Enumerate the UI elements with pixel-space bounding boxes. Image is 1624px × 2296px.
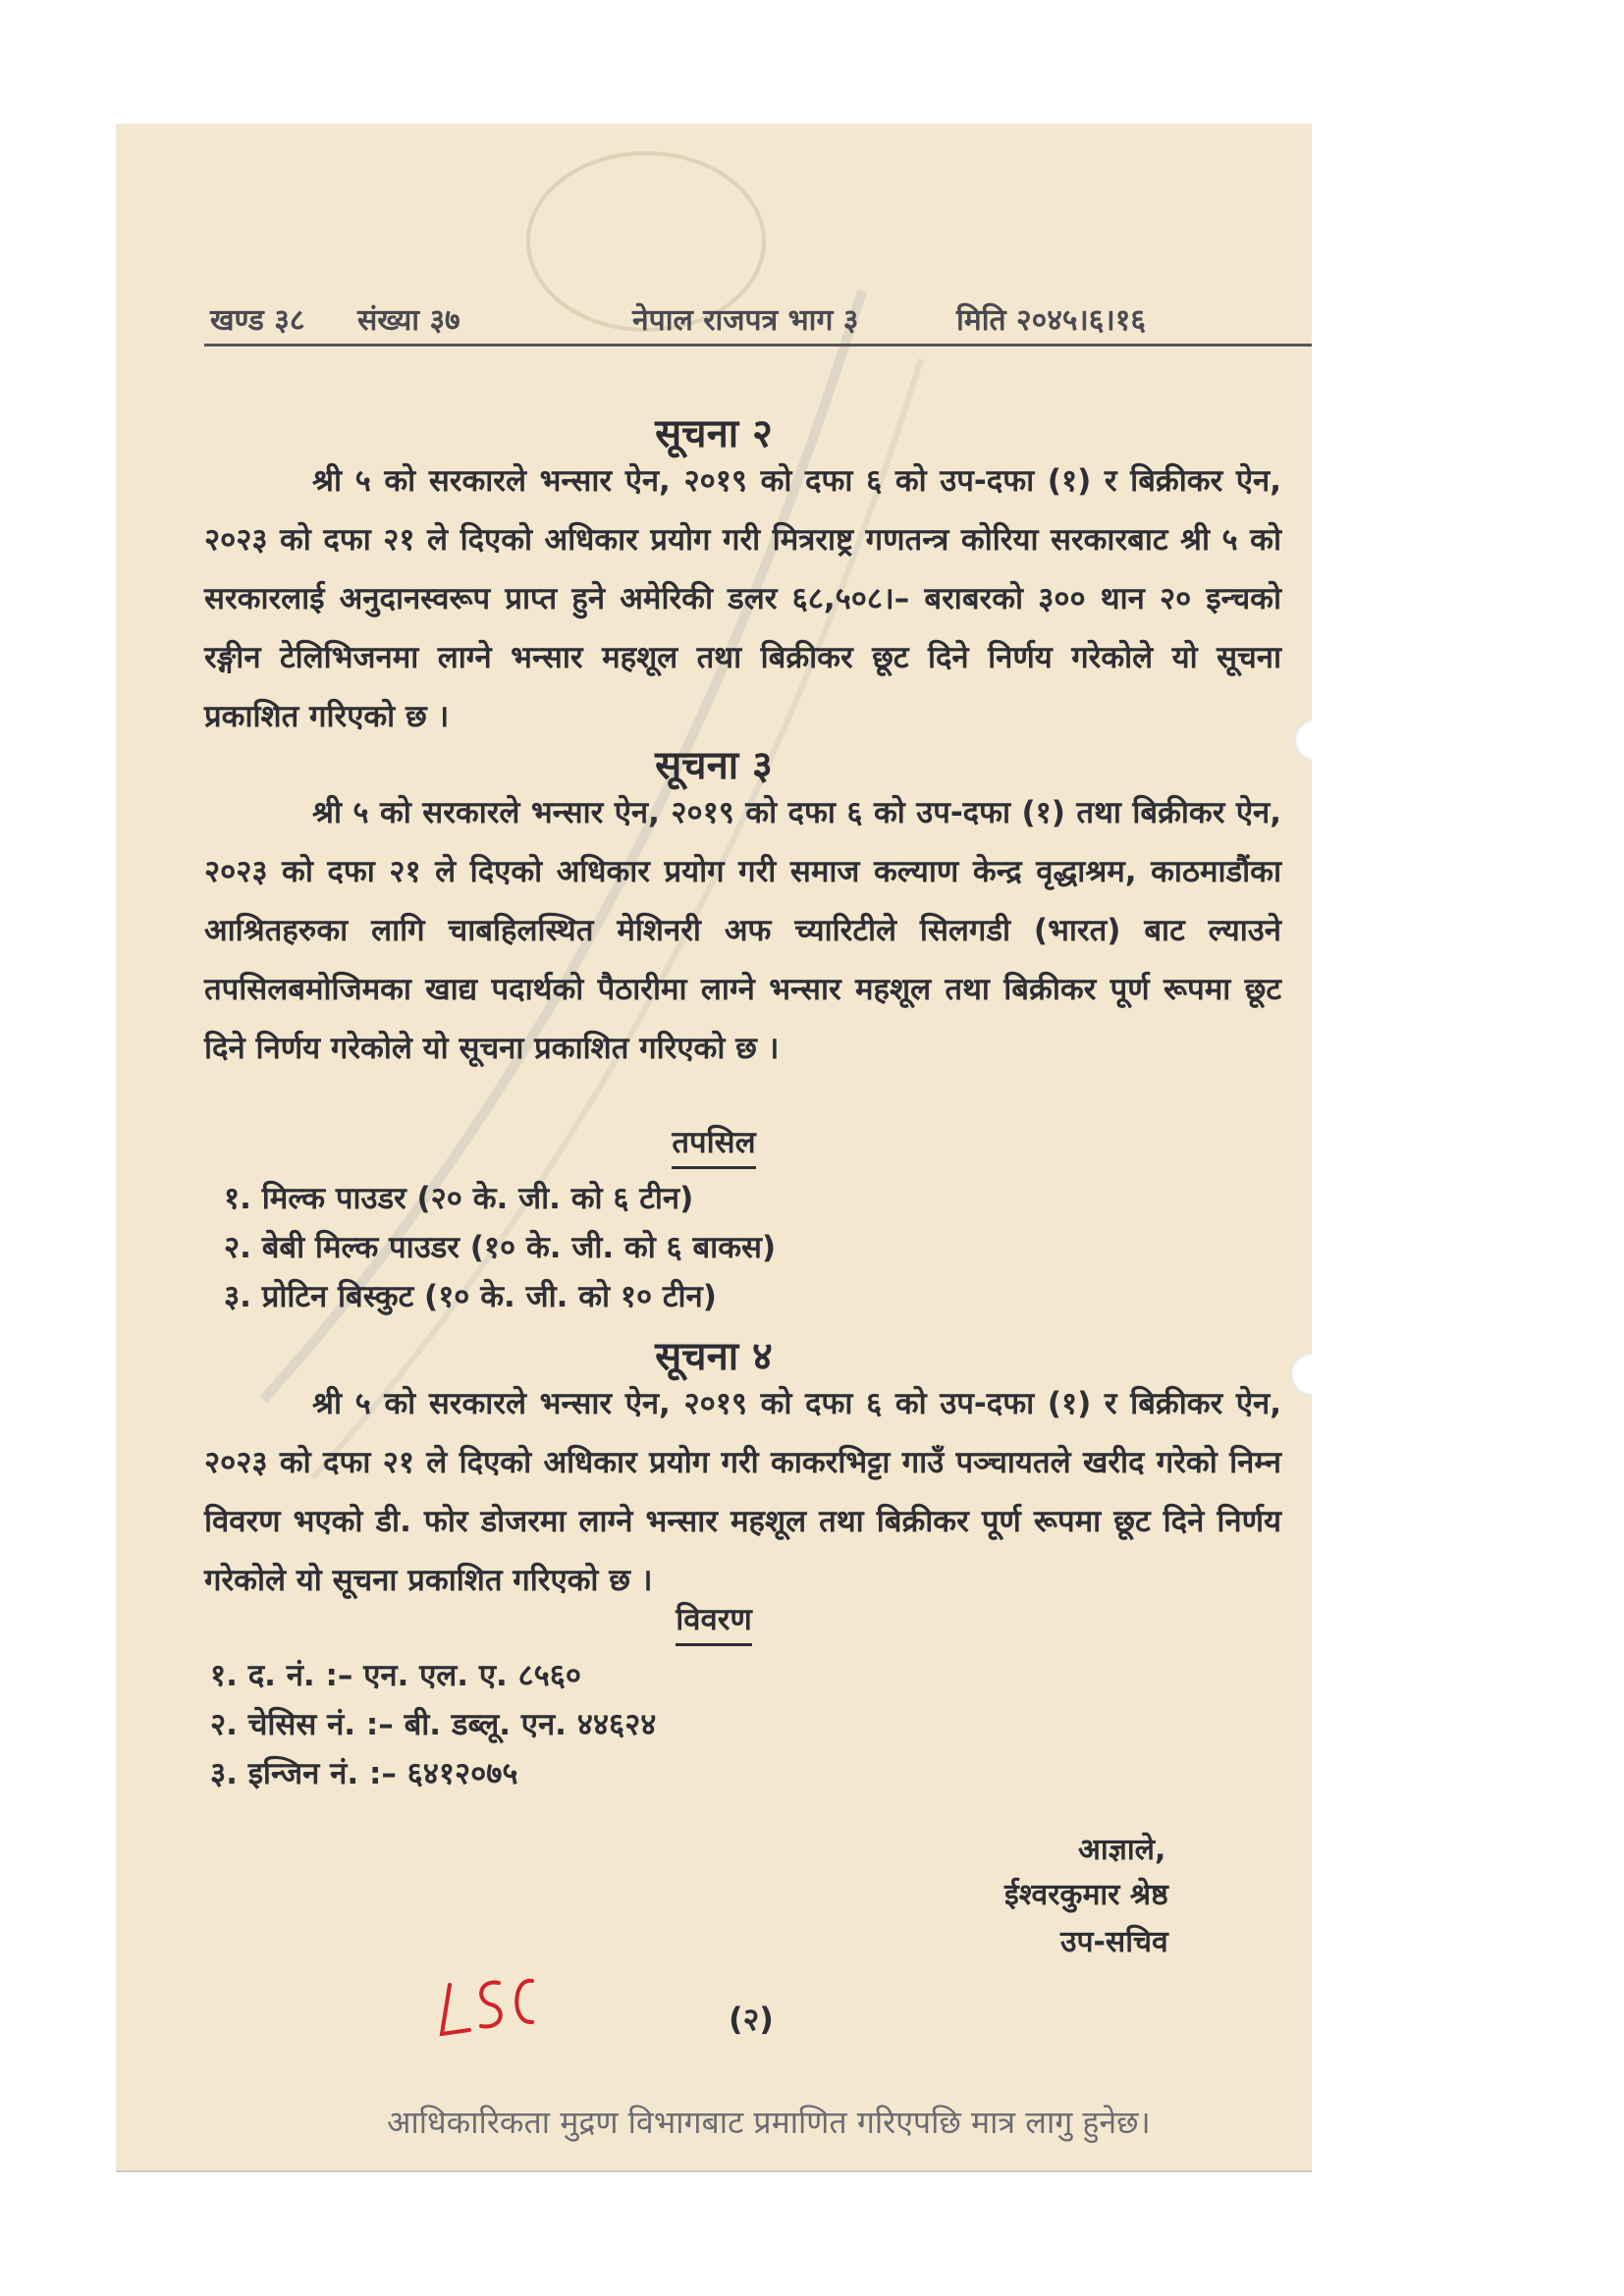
- schedule-heading: [116, 1121, 1312, 1169]
- notice-3-title: सूचना ३: [655, 743, 773, 788]
- schedule-heading-text: तपसिल: [672, 1121, 755, 1169]
- notice-2-body: श्री ५ को सरकारले भन्सार ऐन, २०१९ को दफा ६ को उप-दफा (१) र बिक्रीकर ऐन, २०२३ को दफा २१ ले दिएको अधिकार प्रयोग गरी मित्रराष्ट्र गणतन्त्र कोरिया सरकारबाट श्री ५ को सरकारलाई अनुदानस्वरूप प्राप्त हुने अमेरिकी डलर ६८,५०८।– बराबरको ३०० थान २० इन्चको रङ्गीन टेलिभिजनमा लाग्ने भन्सार महशूल तथा बिक्रीकर छूट दिने निर्णय गरेकोले यो सूचना प्रकाशित गरिएको छ ।: [204, 463, 1281, 734]
- volume-label: खण्ड ३८: [210, 303, 305, 338]
- list-item: ३. इन्जिन नं. :– ६४१२०७५: [210, 1756, 518, 1791]
- gazette-header: [210, 298, 1312, 347]
- footer-note: आधिकारिकता मुद्रण विभागबाट प्रमाणित गरिएपछि मात्र लागु हुनेछ।: [387, 2104, 1151, 2141]
- signature-authority: आज्ञाले,: [1078, 1833, 1166, 1867]
- list-item: १. मिल्क पाउडर (२० के. जी. को ६ टीन): [224, 1181, 694, 1216]
- notice-4-body: श्री ५ को सरकारले भन्सार ऐन, २०१९ को दफा ६ को उप-दफा (१) र बिक्रीकर ऐन, २०२३ को दफा २१ ले दिएको अधिकार प्रयोग गरी काकरभिट्टा गाउँ पञ्चायतले खरीद गरेको निम्न विवरण भएको डी. फोर डोजरमा लाग्ने भन्सार महशूल तथा बिक्रीकर पूर्ण रूपमा छूट दिने निर्णय गरेकोले यो सूचना प्रकाशित गरिएको छ ।: [204, 1386, 1281, 1598]
- notice-2-title: सूचना २: [655, 411, 773, 456]
- notice-4-title: सूचना ४: [655, 1334, 773, 1379]
- list-item: २. बेबी मिल्क पाउडर (१० के. जी. को ६ बाकस): [224, 1230, 777, 1265]
- handwritten-mark: [430, 1965, 538, 2044]
- list-item: ३. प्रोटिन बिस्कुट (१० के. जी. को १० टीन): [224, 1279, 717, 1314]
- schedule-list: [224, 1174, 776, 1321]
- list-item: २. चेसिस नं. :– बी. डब्लू. एन. ४४६२४: [210, 1707, 657, 1742]
- footer-divider: [116, 2170, 1312, 2172]
- header-divider: [204, 344, 1312, 347]
- gazette-title: नेपाल राजपत्र भाग ३: [632, 303, 859, 338]
- details-heading-text: विवरण: [676, 1598, 752, 1646]
- signatory-title: उप-सचिव: [1060, 1925, 1168, 1959]
- details-list: [210, 1651, 656, 1798]
- issue-label: संख्या ३७: [357, 303, 460, 338]
- details-heading: [116, 1598, 1312, 1646]
- notice-3-body: श्री ५ को सरकारले भन्सार ऐन, २०१९ को दफा ६ को उप-दफा (१) तथा बिक्रीकर ऐन, २०२३ को दफा २१ ले दिएको अधिकार प्रयोग गरी समाज कल्याण केन्द्र वृद्धाश्रम, काठमाडौंका आश्रितहरुका लागि चाबहिलस्थित मेशिनरी अफ च्यारिटीले सिलगडी (भारत) बाट ल्याउने तपसिलबमोजिमका खाद्य पदार्थको पैठारीमा लाग्ने भन्सार महशूल तथा बिक्रीकर पूर्ण रूपमा छूट दिने निर्णय गरेकोले यो सूचना प्रकाशित गरिएको छ ।: [204, 795, 1281, 1066]
- gazette-page: [116, 124, 1312, 2170]
- signatory-name: ईश्वरकुमार श्रेष्ठ: [1004, 1878, 1168, 1912]
- page-number: (२): [729, 2001, 774, 2038]
- list-item: १. द. नं. :– एन. एल. ए. ८५६०: [210, 1658, 582, 1693]
- date-label: मिति २०४५।६।१६: [956, 303, 1146, 338]
